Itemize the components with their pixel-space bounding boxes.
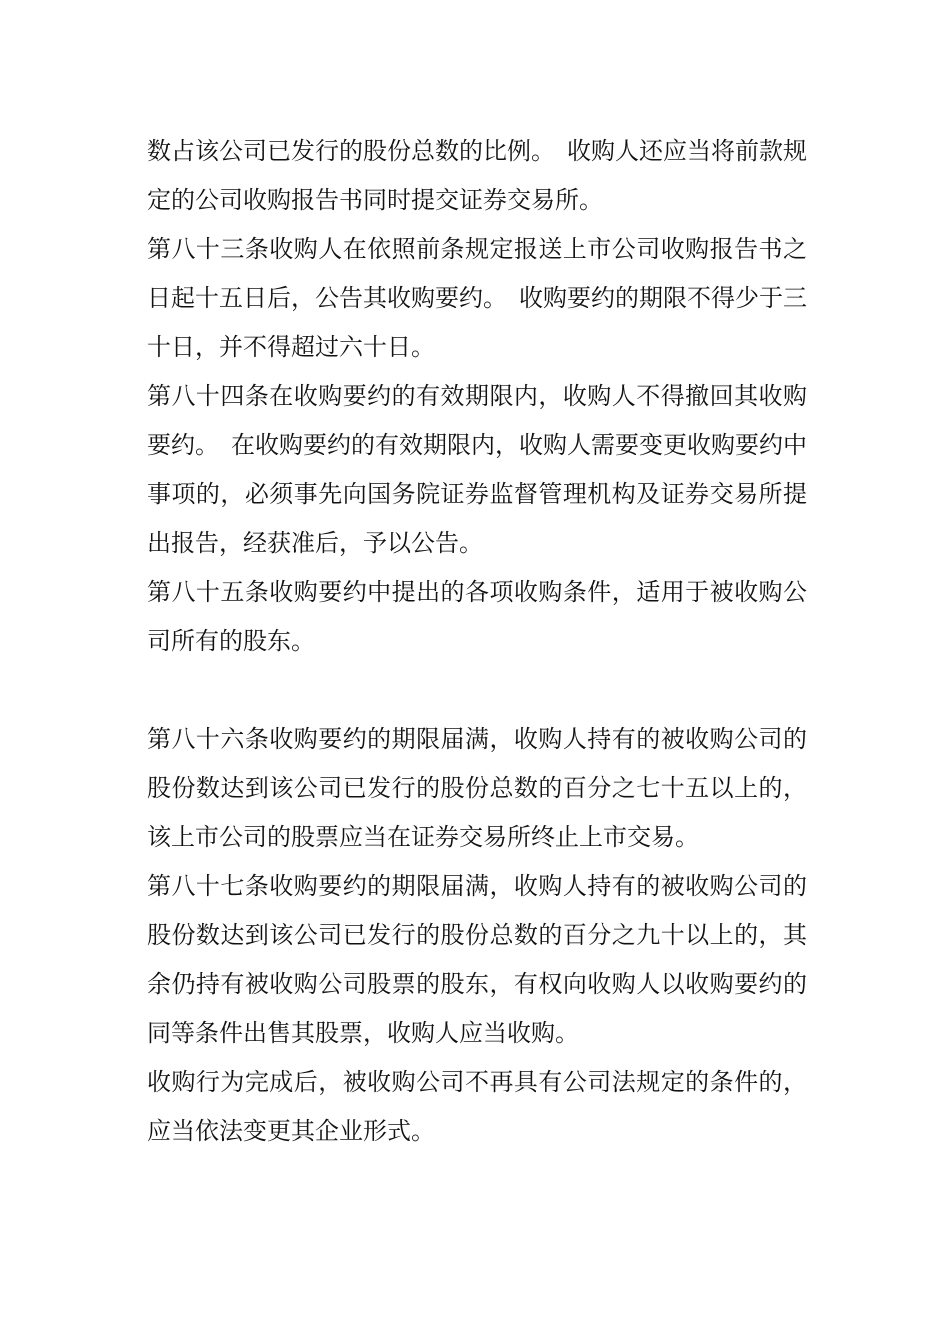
paragraph-article-87: 第八十七条收购要约的期限届满，收购人持有的被收购公司的股份数达到该公司已发行的股份总数的百分之九十以上的，其余仍持有被收购公司股票的股东，有权向收购人以收购要约的同等条件出售其股票，收购人应当收购。 <box>147 872 807 1047</box>
paragraph-article-85: 第八十五条收购要约中提出的各项收购条件，适用于被收购公司所有的股东。 <box>147 578 807 655</box>
paragraph-article-84: 第八十四条在收购要约的有效期限内，收购人不得撤回其收购要约。 在收购要约的有效期限内，收购人需要变更收购要约中事项的，必须事先向国务院证券监督管理机构及证券交易所提出报告，经获准后，予以公告。 <box>147 382 807 557</box>
paragraph-spacer <box>147 666 807 715</box>
paragraph-article-83: 第八十三条收购人在依照前条规定报送上市公司收购报告书之日起十五日后，公告其收购要约。 收购要约的期限不得少于三十日，并不得超过六十日。 <box>147 235 807 361</box>
document-body <box>147 127 807 1156</box>
paragraph-completion: 收购行为完成后，被收购公司不再具有公司法规定的条件的，应当依法变更其企业形式。 <box>147 1068 807 1145</box>
paragraph-continuation: 数占该公司已发行的股份总数的比例。 收购人还应当将前款规定的公司收购报告书同时提交证券交易所。 <box>147 137 807 214</box>
paragraph-article-86: 第八十六条收购要约的期限届满，收购人持有的被收购公司的股份数达到该公司已发行的股份总数的百分之七十五以上的，该上市公司的股票应当在证券交易所终止上市交易。 <box>147 725 807 851</box>
